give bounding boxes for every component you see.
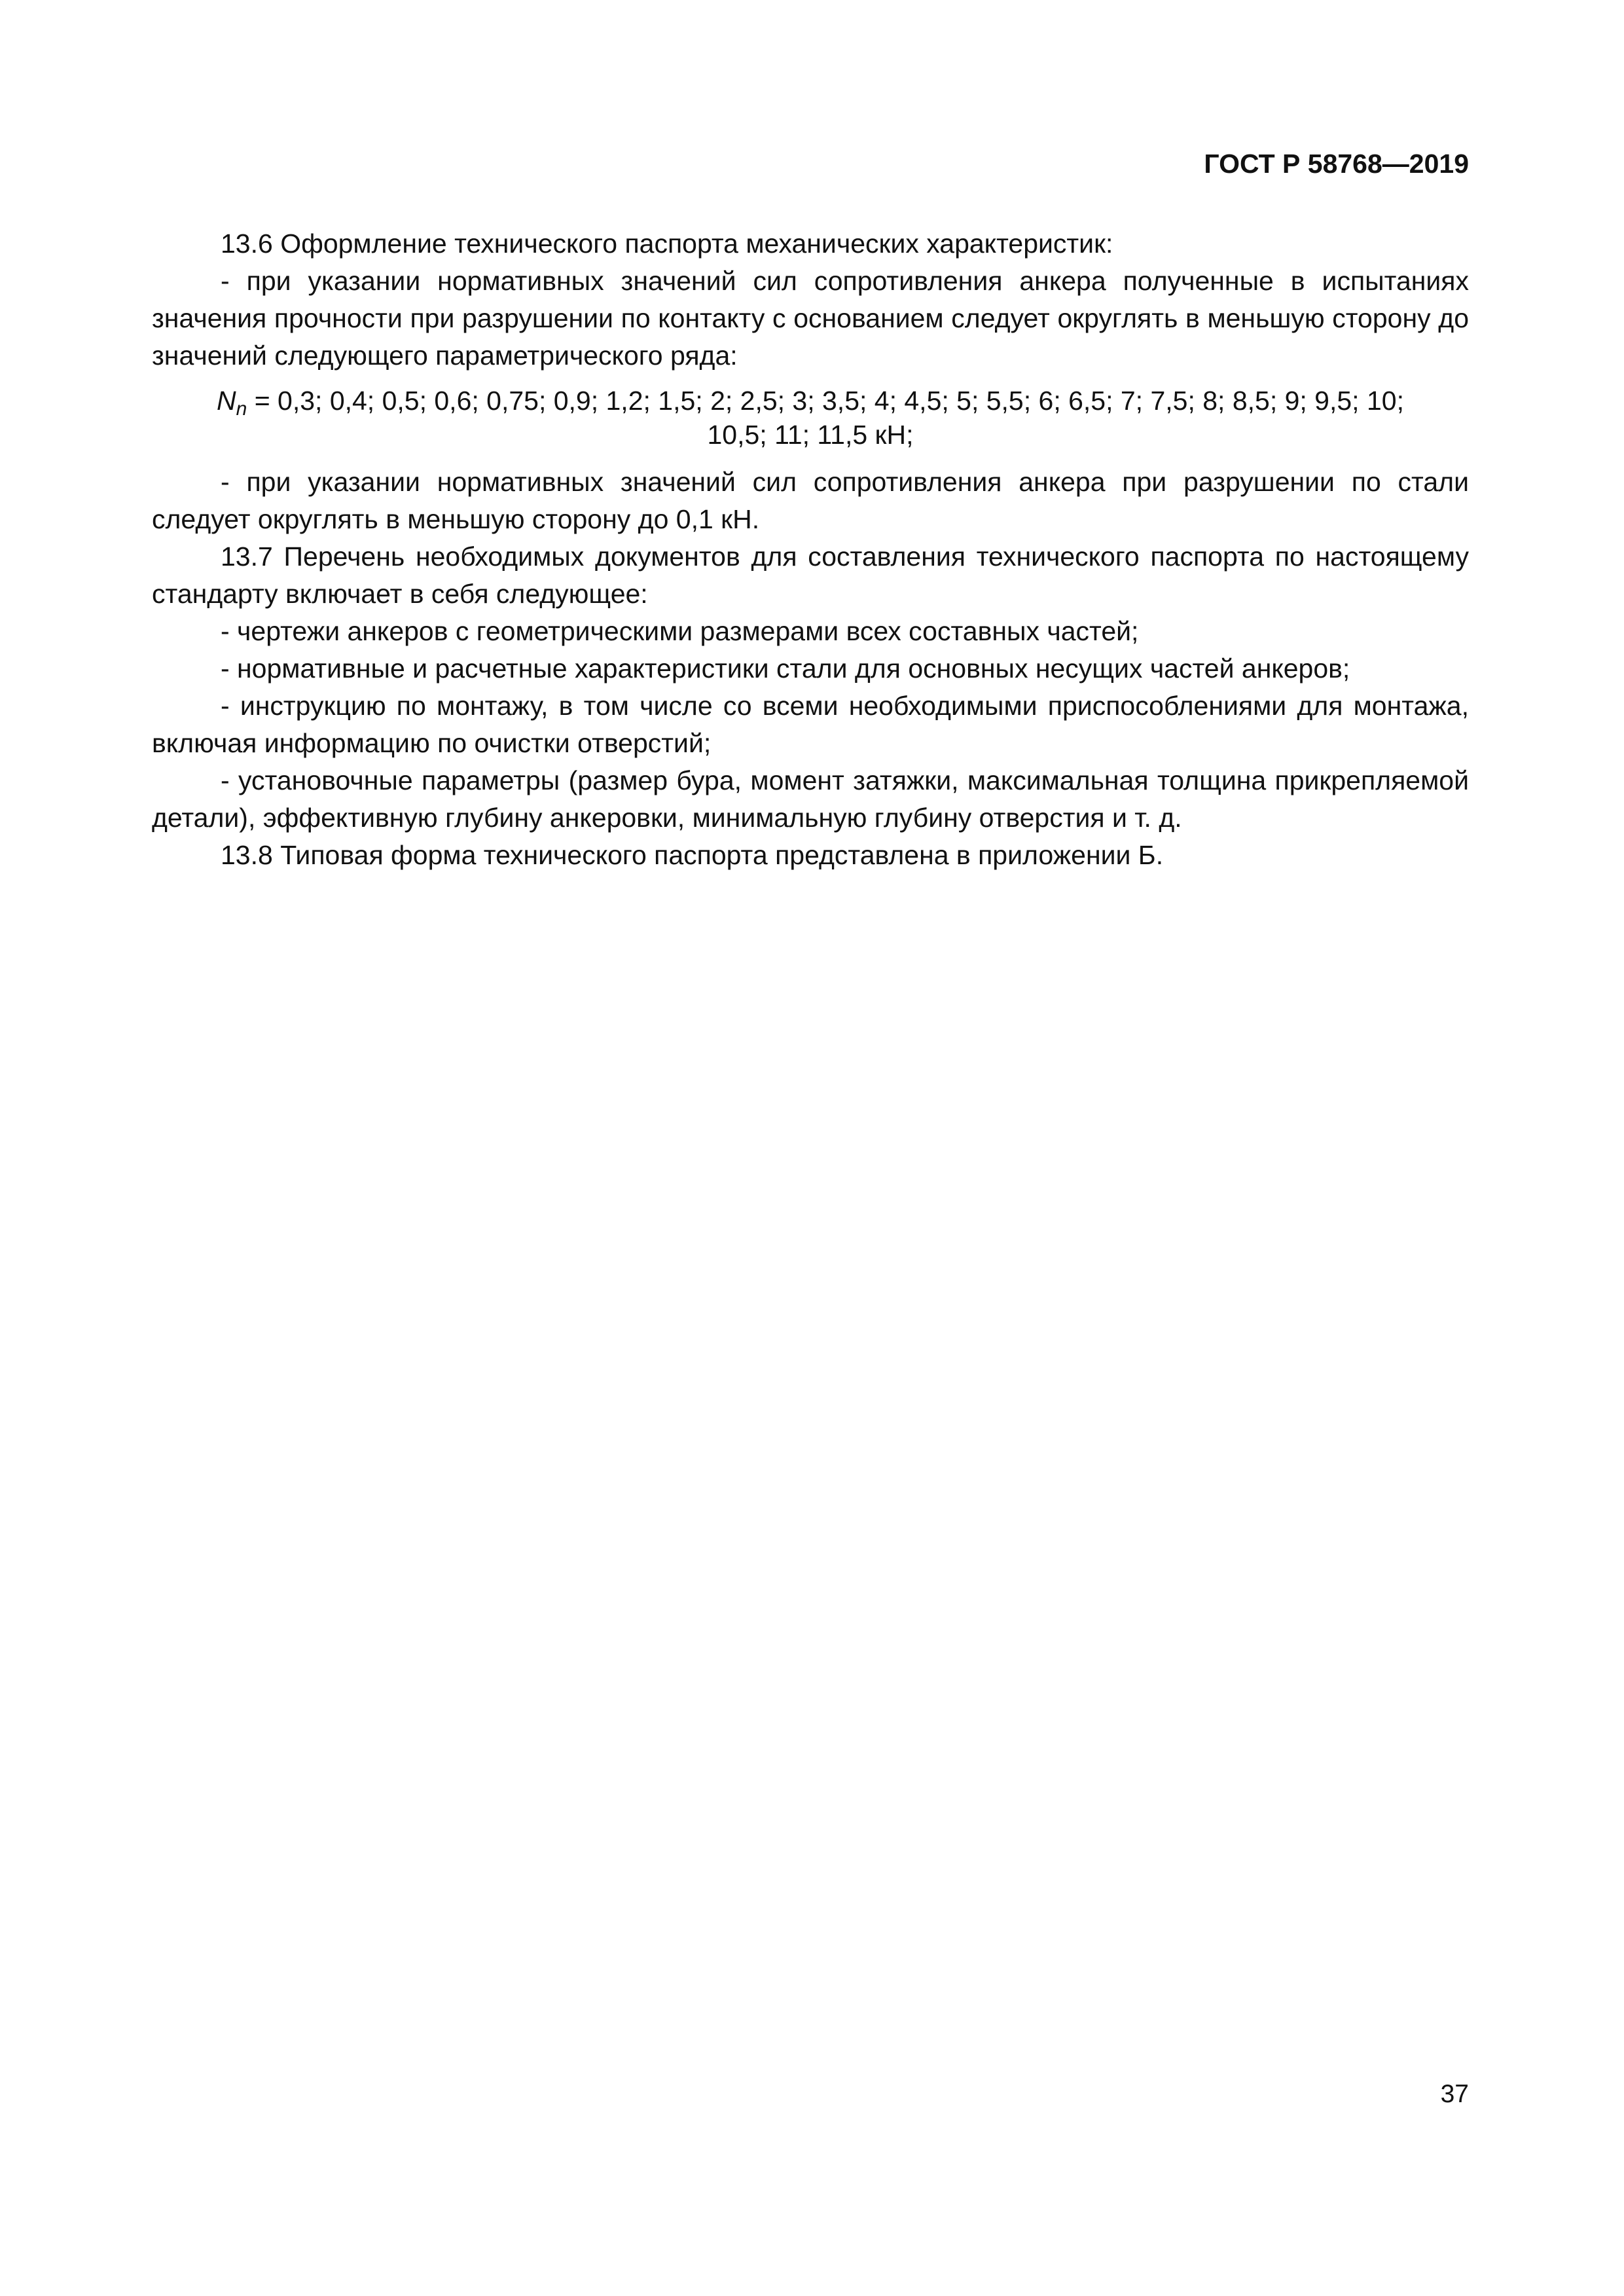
list-item-installation-parameters: - установочные параметры (размер бура, момент затяжки, максимальная толщина прикрепляемой детали), эффективную глубину анкеровки, минимальную глубину отверстия и т. д. [152,765,1469,833]
formula-values-1: = 0,3; 0,4; 0,5; 0,6; 0,75; 0,9; 1,2; 1,5; 2; 2,5; 3; 3,5; 4; 4,5; 5; 5,5; 6; 6,5; 7; 7,5; 8; 8,5; 9; 9,5; 10; [247,386,1404,416]
paragraph-13-8: 13.8 Типовая форма технического паспорта представлена в приложении Б. [221,840,1164,870]
list-item-installation-instructions: - инструкцию по монтажу, в том числе со всеми необходимыми приспособлениями для монтажа, включая информацию по очистки отверстий; [152,691,1469,758]
paragraph-13-6: 13.6 Оформление технического паспорта механических характеристик: [221,228,1113,259]
formula-line-1 [152,384,1469,418]
page-number: 37 [1440,2080,1469,2108]
formula-symbol: N [217,386,236,416]
formula-line-2: 10,5; 11; 11,5 кН; [707,420,914,450]
formula-subscript: n [236,398,247,420]
document-body [152,225,1469,874]
document-id-header: ГОСТ Р 58768—2019 [1204,149,1469,179]
paragraph-13-7: 13.7 Перечень необходимых документов для составления технического паспорта по настоящему стандарту включает в себя следующее: [152,541,1469,609]
list-item-steel-characteristics: - нормативные и расчетные характеристики стали для основных несущих частей анкеров; [221,653,1350,683]
parametric-series-formula [152,384,1469,452]
list-item-rounding-base: - при указании нормативных значений сил сопротивления анкера полученные в испытаниях значения прочности при разрушении по контакту с основанием следует округлять в меньшую сторону до значений следующего параметрического ряда: [152,266,1469,371]
list-item-rounding-steel: - при указании нормативных значений сил сопротивления анкера при разрушении по стали следует округлять в меньшую сторону до 0,1 кН. [152,467,1469,534]
list-item-drawings: - чертежи анкеров с геометрическими размерами всех составных частей; [221,616,1139,646]
